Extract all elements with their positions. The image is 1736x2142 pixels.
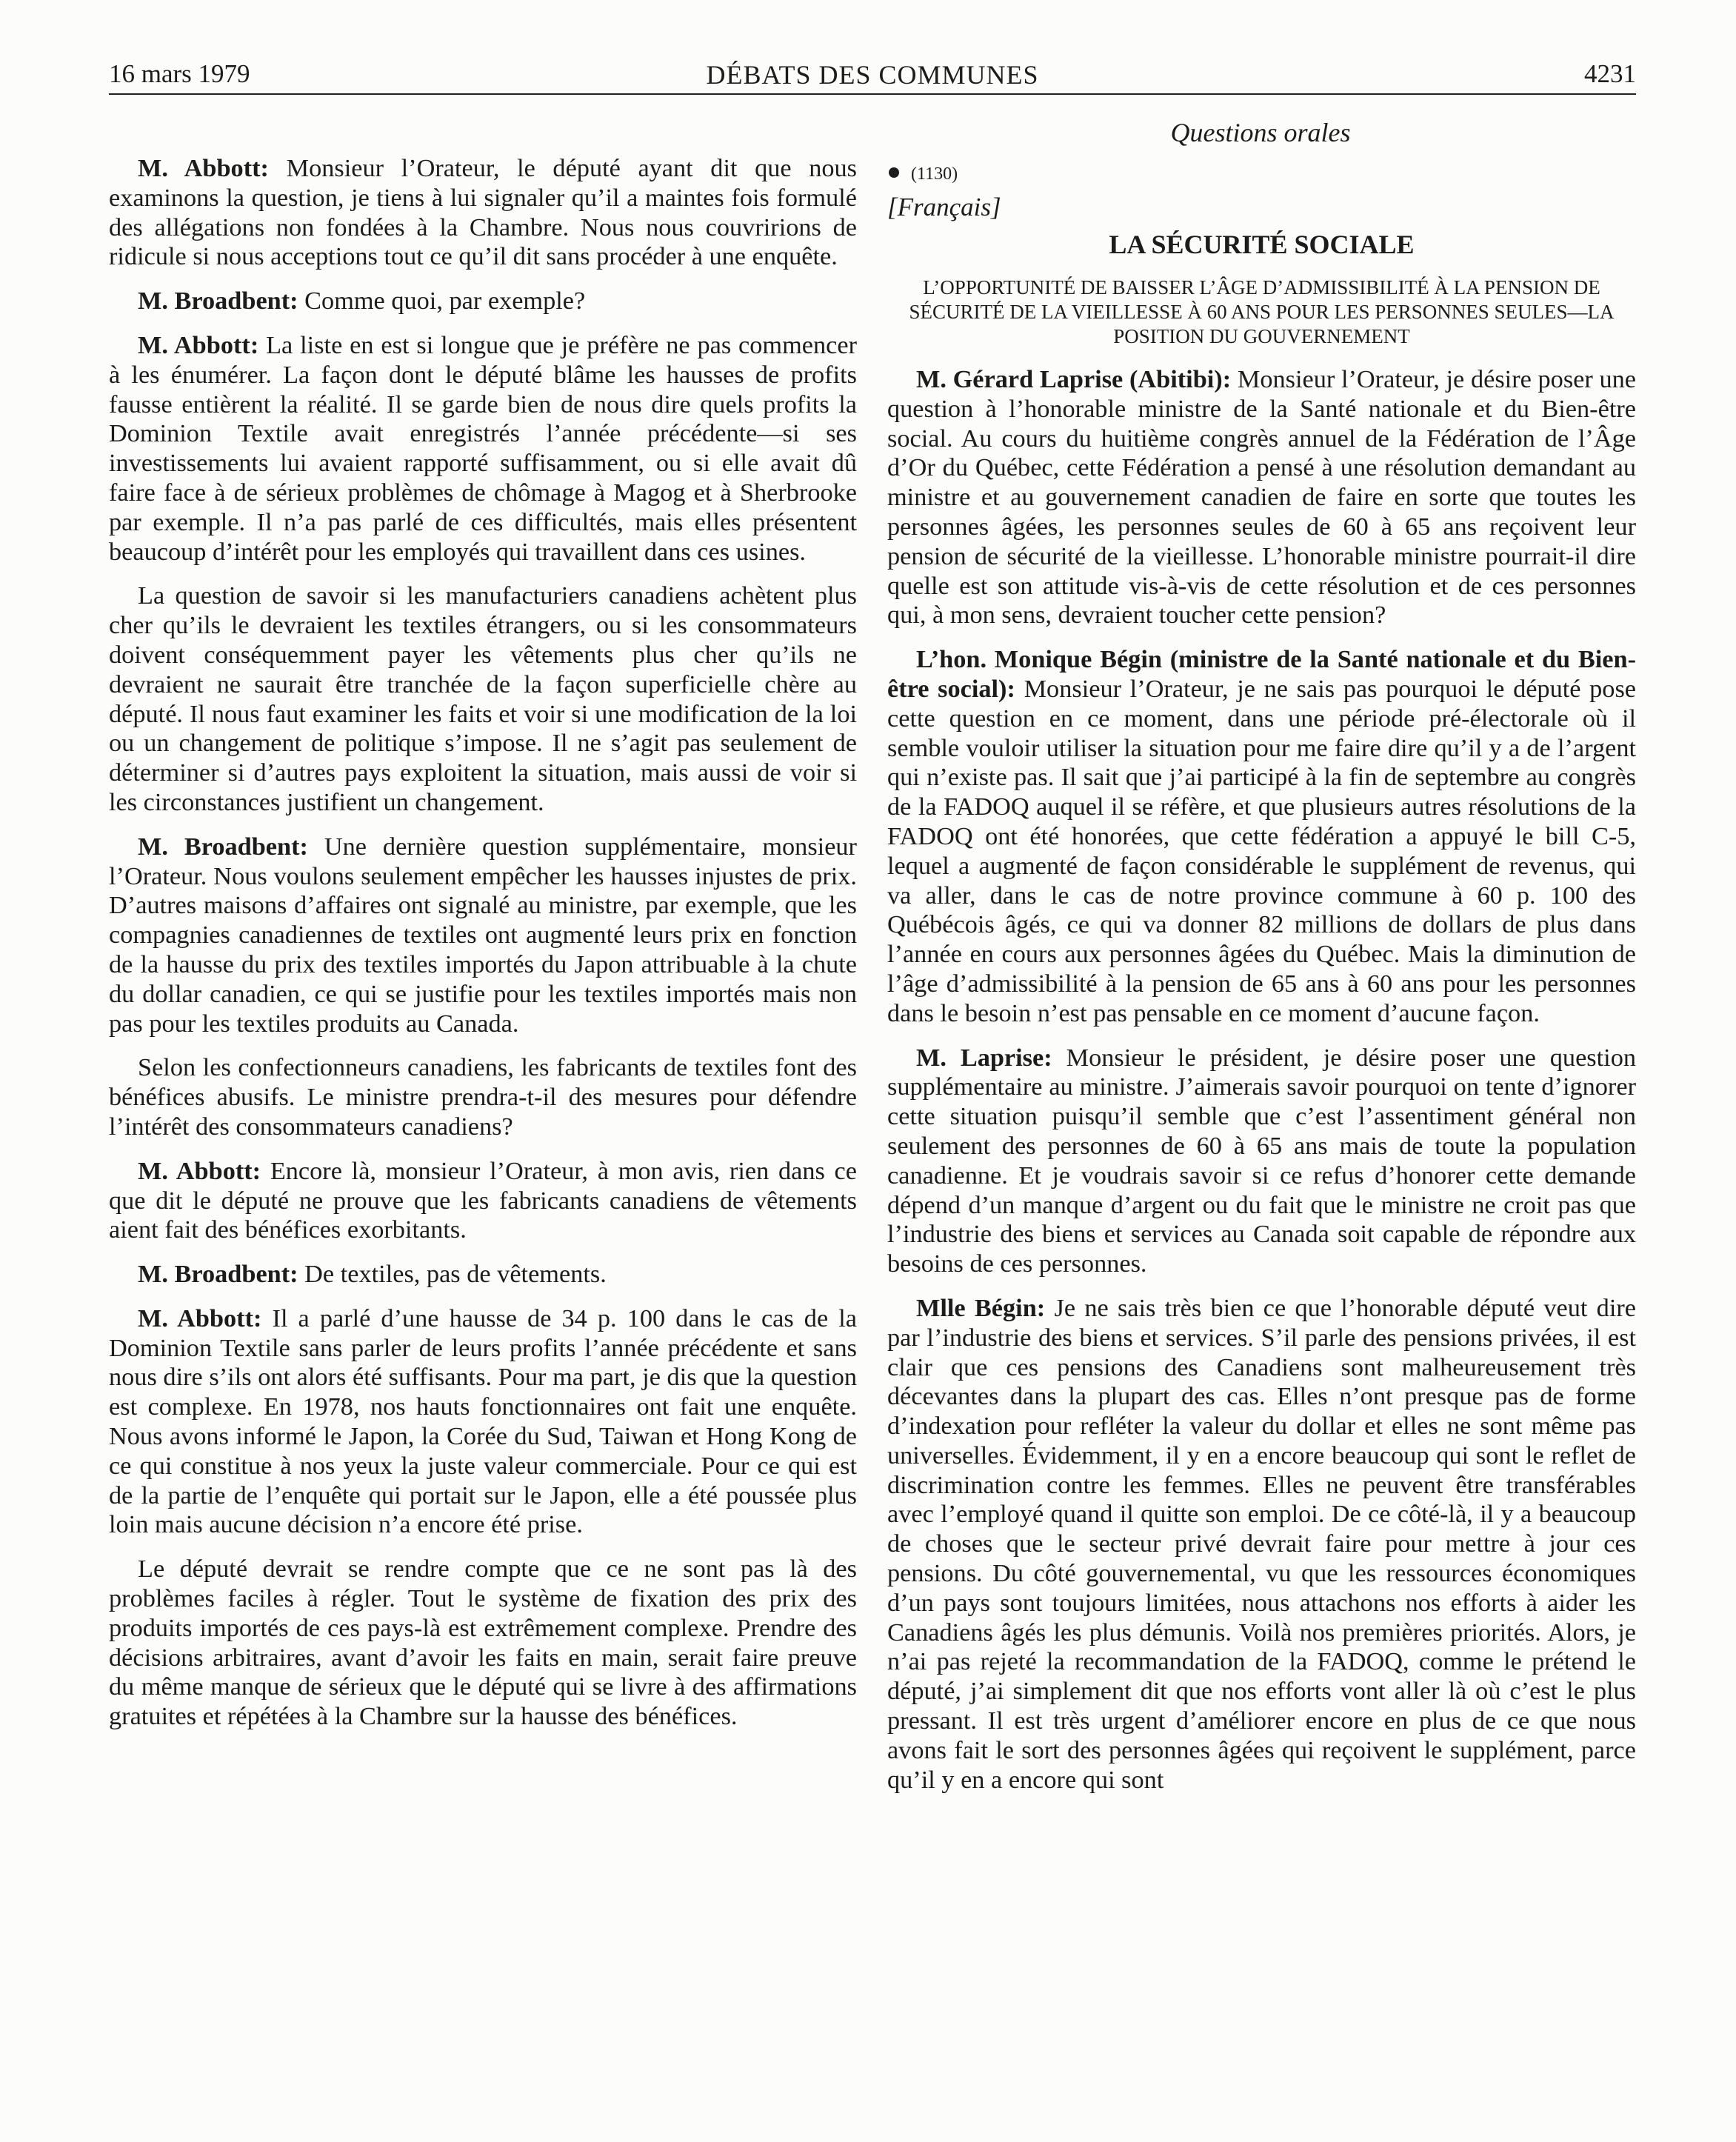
paragraph-text: La liste en est si longue que je préfère ne pas commencer à les énumérer. La façon dont le député blâme les hausses de profits fausse entièrent la réalité. Il se garde bien de nous dire quels profits la Dominion Textile avait enregistrés l’année précédente—si ses investissements lui avaient rapporté suffisamment, ou si elle avait dû faire face à de sérieux problèmes de chômage à Magog et à Sherbrooke par exemple. Il n’a pas parlé de ces difficultés, mais elles présentent beaucoup d’intérêt pour les employés qui travaillent dans ces usines. bbox=[109, 330, 857, 566]
paragraph-text: Il a parlé d’une hausse de 34 p. 100 dans le cas de la Dominion Textile sans parler de leurs profits l’année précédente et sans nous dire s’ils ont alors été suffisants. Pour ma part, je dis que la question est complexe. En 1978, nos hauts fonctionnaires ont fait une enquête. Nous avons informé le Japon, la Corée du Sud, Taiwan et Hong Kong de ce qui constitue à nos yeux la juste valeur commerciale. Pour ce qui est de la partie de l’enquête qui portait sur le Japon, elle a été poussée plus loin mais aucune décision n’a encore été prise. bbox=[109, 1304, 857, 1539]
paragraph bbox=[109, 287, 857, 316]
paragraph-text: Une dernière question supplémentaire, monsieur l’Orateur. Nous voulons seulement empêcher les hausses injustes de prix. D’autres maisons d’affaires ont signalé au ministre, par exemple, que les compagnies canadiennes de textiles ont augmenté leurs prix en fonction de la hausse du prix des textiles importés du Japon attribuable à la chute du dollar canadien, ce qui se justifie pour les textiles importés mais non pas pour les textiles produits au Canada. bbox=[109, 832, 857, 1038]
paragraph-text: Comme quoi, par exemple? bbox=[298, 287, 586, 316]
left-column bbox=[109, 154, 857, 1746]
paragraph bbox=[109, 1157, 857, 1245]
speaker-name: L’hon. Monique Bégin (ministre de la Santé nationale et du Bien-être social): bbox=[887, 645, 1636, 703]
page-number: 4231 bbox=[1584, 59, 1636, 88]
bullet-dot-icon bbox=[889, 167, 899, 178]
speaker-name: M. Broadbent: bbox=[138, 1260, 298, 1289]
paragraph-text: De textiles, pas de vêtements. bbox=[298, 1260, 607, 1289]
header-date: 16 mars 1979 bbox=[109, 59, 250, 88]
paragraph-text: Monsieur l’Orateur, le député ayant dit que nous examinons la question, je tiens à lui signaler qu’il a maintes fois formulé des allégations non fondées à la Chambre. Nous nous couvririons de ridicule si nous acceptions tout ce qu’il dit sans procéder à une enquête. bbox=[109, 154, 857, 271]
paragraph bbox=[109, 331, 857, 567]
paragraph bbox=[109, 833, 857, 1039]
paragraph bbox=[109, 1260, 857, 1289]
speaker-name: M. Broadbent: bbox=[138, 832, 308, 861]
header-title: DÉBATS DES COMMUNES bbox=[706, 60, 1039, 90]
paragraph-text: La question de savoir si les manufacturiers canadiens achètent plus cher qu’ils le devraient les textiles étrangers, ou si les consommateurs doivent conséquemment payer les vêtements plus cher qu’ils ne devraient ne saurait être tranchée de la façon superficielle chère au député. Il nous faut examiner les faits et voir si une modification de la loi ou un changement de politique s’impose. Il ne s’agit pas seulement de déterminer si d’autres pays exploitent la situation, mais aussi de voir si les circonstances justifient un changement. bbox=[109, 581, 857, 816]
paragraph bbox=[887, 1294, 1636, 1795]
section-label: Questions orales bbox=[1170, 118, 1351, 147]
paragraph-text: Je ne sais très bien ce que l’honorable député veut dire par l’industrie des biens et services. S’il parle des pensions privées, il est clair que ces pensions des Canadiens sont malheureusement très décevantes dans la plupart des cas. Elles n’ont presque pas de forme d’indexation pour refléter la valeur du dollar et elles ne sont même pas universelles. Évidemment, il y en a encore beaucoup qui sont le reflet de discrimination contre les femmes. Elles ne peuvent être transférables avec l’employé quand il quitte son emploi. De ce côté-là, il y a beaucoup de choses que le secteur privé devrait faire pour mettre à jour ces pensions. Du côté gouvernemental, vu que les ressources économiques d’un pays sont toujours limitées, nous attachons nos efforts à aider les Canadiens âgés les plus démunis. Voilà nos premières priorités. Alors, je n’ai pas rejeté la recommandation de la FADOQ, comme le prétend le député, j’ai simplement dit que nos efforts vont aller là où c’est le plus pressant. Il est très urgent d’améliorer encore en plus de ce que nous avons fait le sort des personnes âgées qui reçoivent le supplément, parce qu’il y en a encore qui sont bbox=[887, 1293, 1636, 1794]
time-marker-text: (1130) bbox=[911, 164, 958, 184]
section-subheading: L’OPPORTUNITÉ DE BAISSER L’ÂGE D’ADMISSIBILITÉ À LA PENSION DE SÉCURITÉ DE LA VIEILLESSE À 60 ANS POUR LES PERSONNES SEULES—LA POSITION DU GOUVERNEMENT bbox=[909, 276, 1615, 347]
paragraph bbox=[887, 365, 1636, 630]
right-column bbox=[887, 154, 1636, 1809]
paragraph-text: Monsieur le président, je désire poser une question supplémentaire au ministre. J’aimerais savoir pourquoi on tente d’ignorer cette situation puisqu’il semble que c’est l’assentiment général non seulement des personnes de 60 à 65 ans mais de toute la population canadienne. Et je voudrais savoir si ce refus d’honorer cette demande dépend d’un manque d’argent ou du fait que le ministre ne croit pas que l’industrie des biens et services au Canada soit capable de répondre aux besoins de ces personnes. bbox=[887, 1043, 1636, 1278]
paragraph-text: Monsieur l’Orateur, je désire poser une question à l’honorable ministre de la Santé nationale et du Bien-être social. Au cours du huitième congrès annuel de la Fédération de l’Âge d’Or du Québec, cette Fédération a pensé à une résolution demandant au ministre et au gouvernement canadien de faire en sorte que toutes les personnes âgées, les personnes seules de 60 à 65 ans reçoivent leur pension de sécurité de la vieillesse. L’honorable ministre pourrait-il dire quelle est son attitude vis-à-vis de cette résolution et de ces personnes qui, à mon sens, devraient toucher cette pension? bbox=[887, 365, 1636, 630]
paragraph-text: Selon les confectionneurs canadiens, les fabricants de textiles font des bénéfices abusifs. Le ministre prendra-t-il des mesures pour défendre l’intérêt des consommateurs canadiens? bbox=[109, 1053, 857, 1141]
speaker-name: M. Gérard Laprise (Abitibi): bbox=[916, 365, 1232, 393]
paragraph-text: Le député devrait se rendre compte que ce ne sont pas là des problèmes faciles à régler. Tout le système de fixation des prix des produits importés de ces pays-là est extrêmement complexe. Prendre des décisions arbitraires, avant d’avoir les faits en main, serait faire preuve du même manque de sérieux que le député qui se livre à des affirmations gratuites et répétées à la Chambre sur la hausse des bénéfices. bbox=[109, 1555, 857, 1731]
speaker-name: M. Abbott: bbox=[138, 1156, 261, 1185]
paragraph bbox=[109, 581, 857, 817]
paragraph bbox=[887, 1044, 1636, 1279]
paragraph bbox=[109, 1555, 857, 1732]
speaker-name: M. Broadbent: bbox=[138, 287, 298, 316]
paragraph bbox=[109, 1304, 857, 1540]
speaker-name: M. Laprise: bbox=[916, 1043, 1052, 1072]
time-marker bbox=[887, 163, 1636, 185]
section-heading: LA SÉCURITÉ SOCIALE bbox=[1109, 230, 1415, 259]
speaker-name: Mlle Bégin: bbox=[916, 1293, 1046, 1322]
paragraph bbox=[887, 645, 1636, 1028]
paragraph-text: Encore là, monsieur l’Orateur, à mon avis, rien dans ce que dit le député ne prouve que les fabricants canadiens de vêtements aient fait des bénéfices exorbitants. bbox=[109, 1156, 857, 1244]
language-note: [Français] bbox=[887, 193, 1001, 221]
paragraph-text: Monsieur l’Orateur, je ne sais pas pourquoi le député pose cette question en ce moment, dans une période pré-électorale où il semble vouloir utiliser la situation pour me faire dire qu’il y a de l’argent qui n’existe pas. Il sait que j’ai participé à la fin de septembre au congrès de la FADOQ auquel il se réfère, et que plusieurs autres résolutions de la FADOQ ont été honorées, que cette fédération a appuyé le bill C-5, lequel a augmenté de façon considérable le supplément de revenus, qui va aller, dans le cas de notre province commune à 60 p. 100 des Québécois âgés, ce qui va donner 82 millions de dollars de plus dans l’année en cours aux personnes âgées du Québec. Mais la diminution de l’âge d’admissibilité à la pension de 65 ans à 60 ans pour les personnes dans le besoin n’est pas pensable en ce moment d’aucune façon. bbox=[887, 674, 1637, 1027]
speaker-name: M. Abbott: bbox=[138, 330, 259, 359]
paragraph bbox=[109, 154, 857, 272]
speaker-name: M. Abbott: bbox=[138, 1304, 262, 1332]
speaker-name: M. Abbott: bbox=[138, 154, 269, 182]
page-header bbox=[109, 59, 1636, 95]
paragraph bbox=[109, 1053, 857, 1141]
